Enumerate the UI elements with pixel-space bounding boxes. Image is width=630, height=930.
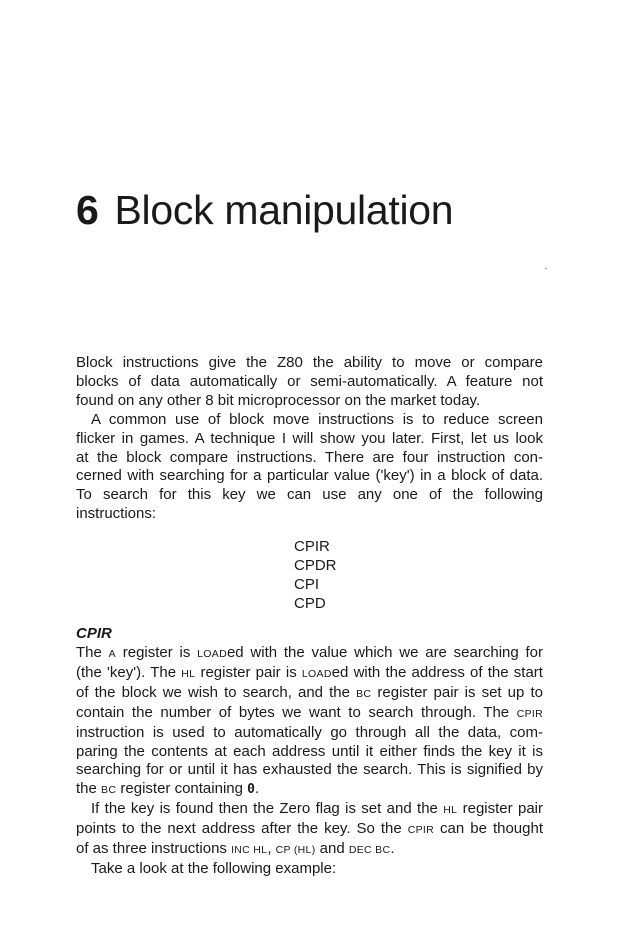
cpir-paragraphs <box>76 644 543 879</box>
intro-paragraphs <box>76 354 543 524</box>
text-line: found on any other 8 bit microprocessor on the market today. <box>76 391 481 409</box>
text-line: To search for this key we can use any one of the following <box>76 486 543 504</box>
text-line: (the 'key'). The HL register pair is LOADed with the address of the start <box>76 663 543 681</box>
text-line: Block instructions give the Z80 the ability to move or compare <box>76 354 543 371</box>
print-speck <box>545 268 547 269</box>
text-line: contain the number of bytes we want to search through. The CPIR <box>76 703 543 721</box>
instruction-item: CPI <box>294 576 320 593</box>
instruction-item: CPIR <box>294 538 330 555</box>
text-line: flicker in games. A technique I will show you later. First, let us look <box>76 429 543 447</box>
text-line: A common use of block move instructions is to reduce screen <box>91 410 543 428</box>
chapter-title: Block manipulation <box>114 187 454 233</box>
text-line: instruction is used to automatically go through all the data, com- <box>76 723 543 741</box>
text-line: cerned with searching for a particular value ('key') in a block of data. <box>76 467 543 485</box>
chapter-number: 6 <box>76 187 99 233</box>
text-line: blocks of data automatically or semi-automatically. A feature not <box>76 372 543 390</box>
text-line: of as three instructions INC HL, CP (HL) and DEC BC. <box>76 840 395 858</box>
instruction-item: CPDR <box>294 557 337 574</box>
text-line: If the key is found then the Zero flag is set and the HL register pair <box>91 800 543 818</box>
text-line: at the block compare instructions. There are four instruction con- <box>76 448 543 466</box>
instruction-item: CPD <box>294 595 326 612</box>
instruction-list <box>294 537 337 613</box>
text-line: The A register is LOADed with the value which we are searching for <box>76 644 544 661</box>
text-line: the BC register containing 0. <box>76 780 260 798</box>
text-line: Take a look at the following example: <box>91 859 337 877</box>
text-line: of the block we wish to search, and the BC register pair is set up to <box>76 683 543 701</box>
section-heading-cpir: CPIR <box>76 625 112 642</box>
text-line: paring the contents at each address until it either finds the key it is <box>76 742 543 760</box>
chapter-heading <box>76 186 453 234</box>
text-line: instructions: <box>76 505 157 523</box>
text-line: searching for or until it has exhausted the search. This is signified by <box>76 761 543 779</box>
text-line: points to the next address after the key. So the CPIR can be thought <box>76 820 543 838</box>
